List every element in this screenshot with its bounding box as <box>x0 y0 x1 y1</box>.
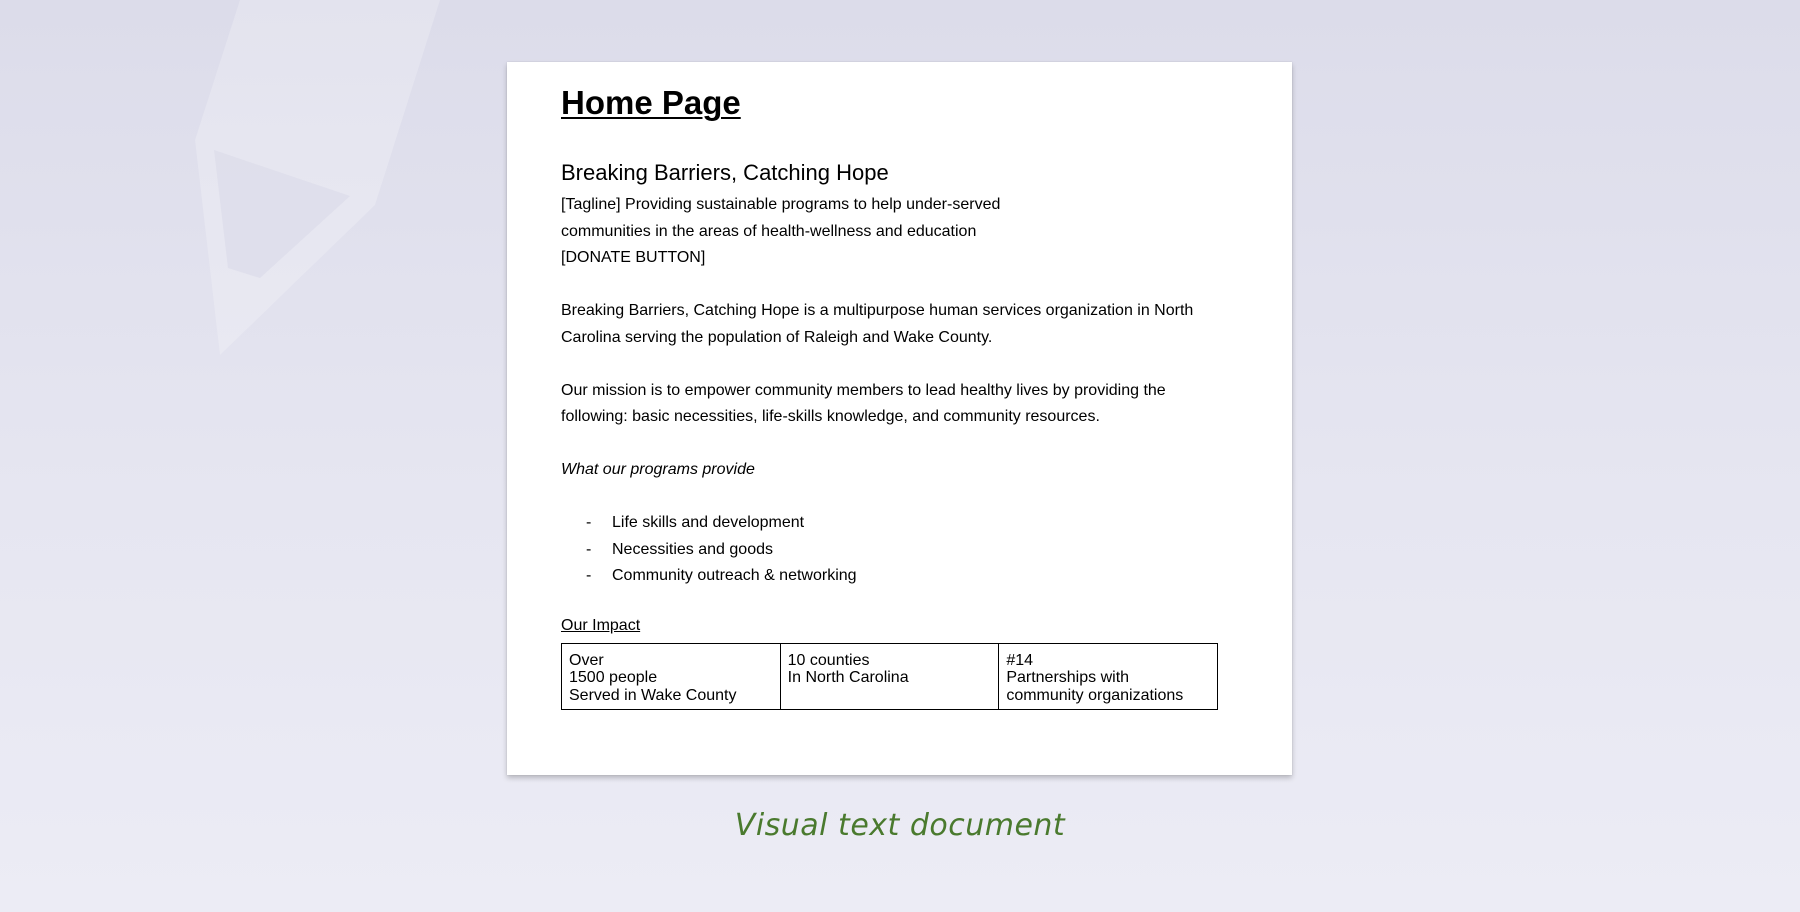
tagline <box>561 192 1031 272</box>
program-label: Community outreach & networking <box>612 567 857 584</box>
tagline-line: [Tagline] Providing sustainable programs to help under-served <box>561 196 1001 213</box>
cell-line: Over <box>569 651 604 669</box>
mission-paragraph: Our mission is to empower community members to lead healthy lives by providing the following: basic necessities, life-skills knowledge, and community resources. <box>561 381 1166 425</box>
bullet-dash: - <box>586 514 592 531</box>
document-page <box>507 62 1292 775</box>
list-item <box>561 537 1218 564</box>
program-list <box>561 510 1218 590</box>
programs-heading: What our programs provide <box>561 461 755 478</box>
bullet-dash: - <box>586 567 592 584</box>
pen-icon <box>180 0 460 360</box>
impact-heading: Our Impact <box>561 616 641 634</box>
program-label: Life skills and development <box>612 514 805 531</box>
donate-placeholder: [DONATE BUTTON] <box>561 249 706 266</box>
caption: Visual text document <box>734 808 1066 843</box>
tagline-line: communities in the areas of health-wellness and education <box>561 222 977 240</box>
list-item <box>561 563 1218 590</box>
cell-line: #14 <box>1006 651 1034 669</box>
cell-line: 1500 people <box>569 669 658 686</box>
program-label: Necessities and goods <box>612 540 773 558</box>
impact-cell-people <box>562 643 781 710</box>
intro-paragraph: Breaking Barriers, Catching Hope is a multipurpose human services organization in North Carolina serving the population of Raleigh and Wake County. <box>561 302 1194 346</box>
list-item <box>561 510 1218 537</box>
cell-line: 10 counties <box>787 651 870 669</box>
impact-table <box>561 643 1218 711</box>
impact-cell-partnerships <box>999 643 1218 710</box>
cell-line: Partnerships with community organizations <box>1006 669 1184 704</box>
page-title: Home Page <box>561 84 741 121</box>
cell-line: Served in Wake County <box>569 686 737 704</box>
impact-cell-counties <box>780 643 999 710</box>
bullet-dash: - <box>586 540 592 558</box>
org-heading: Breaking Barriers, Catching Hope <box>561 160 889 185</box>
cell-line: In North Carolina <box>787 669 909 686</box>
table-row <box>562 643 1218 710</box>
